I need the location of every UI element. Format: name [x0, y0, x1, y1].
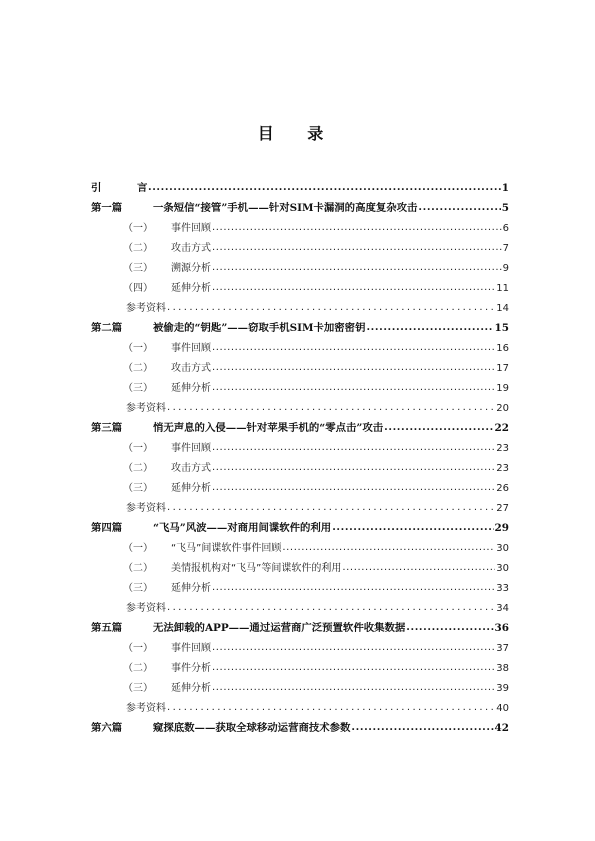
toc-entry-label: 引 言: [91, 182, 164, 194]
toc-entry-number: （一）: [123, 343, 153, 354]
toc-entry-number: （三）: [123, 683, 153, 694]
toc-entry-number: （三）: [123, 263, 153, 274]
toc-page-number: 7: [502, 243, 509, 254]
toc-page-number: 15: [494, 322, 509, 334]
toc-entry-title: 事件回顾: [171, 443, 211, 454]
toc-page-number: 33: [496, 583, 509, 594]
dot-leader: [342, 562, 495, 573]
toc-entry-section[interactable]: [91, 558, 509, 574]
toc-page-number: 23: [496, 463, 509, 474]
toc-page-number: 9: [502, 263, 509, 274]
toc-page-number: 17: [496, 363, 509, 374]
toc-page-number: 30: [496, 543, 509, 554]
toc-entry-section[interactable]: [91, 538, 509, 554]
toc-entry-references[interactable]: [91, 398, 509, 414]
toc-page-number: 39: [496, 683, 509, 694]
toc-entry-title: 悄无声息的入侵——针对苹果手机的“零点击”攻击: [153, 422, 384, 434]
toc-entry-number: （三）: [123, 383, 153, 394]
toc-entry-title: 事件回顾: [171, 223, 211, 234]
toc-entry-title: “飞马”间谍软件事件回顾: [171, 543, 282, 554]
toc-page-number: 38: [496, 663, 509, 674]
dot-leader: [332, 521, 493, 533]
toc-entry-title: 无法卸载的APP——通过运营商广泛预置软件收集数据: [153, 622, 406, 634]
toc-entry-number: （四）: [123, 283, 153, 294]
toc-entry-number: （一）: [123, 223, 153, 234]
dot-leader: [418, 201, 500, 213]
dot-leader: [366, 321, 493, 333]
toc-entry-label: 第四篇: [91, 522, 123, 534]
toc-entry-section[interactable]: [91, 658, 509, 674]
toc-entry-label: 第六篇: [91, 722, 123, 734]
toc-entry-number: （二）: [123, 463, 153, 474]
toc-entry-number: （二）: [123, 563, 153, 574]
toc-page-number: 29: [494, 522, 509, 534]
toc-page-number: 1: [501, 182, 509, 194]
toc-entry-references[interactable]: [91, 298, 509, 314]
toc-entry-references[interactable]: [91, 498, 509, 514]
toc-entry-references[interactable]: [91, 698, 509, 714]
toc-entry-chapter[interactable]: [91, 418, 509, 434]
toc-entry-chapter[interactable]: [91, 318, 509, 334]
toc-page-number: 14: [496, 303, 509, 314]
dot-leader: [167, 702, 495, 713]
toc-entry-title: 一条短信“接管”手机——针对SIM卡漏洞的高度复杂攻击: [153, 202, 418, 214]
toc-entry-section[interactable]: [91, 378, 509, 394]
toc-entry-title: 攻击方式: [171, 463, 211, 474]
toc-entry-number: （三）: [123, 583, 153, 594]
toc-entry-section[interactable]: [91, 438, 509, 454]
toc-page-number: 5: [501, 202, 509, 214]
dot-leader: [212, 382, 495, 393]
toc-entry-section[interactable]: [91, 458, 509, 474]
dot-leader: [212, 442, 495, 453]
dot-leader: [212, 282, 495, 293]
toc-entry-section[interactable]: [91, 638, 509, 654]
toc-page-number: 36: [494, 622, 509, 634]
dot-leader: [212, 642, 495, 653]
dot-leader: [212, 242, 502, 253]
toc-entry-title: 被偷走的“钥匙”——窃取手机SIM卡加密密钥: [153, 322, 366, 334]
toc-heading: 目 录: [257, 124, 338, 143]
toc-entry-label: 第三篇: [91, 422, 123, 434]
toc-entry-title: 事件回顾: [171, 343, 211, 354]
toc-entry-label: 第五篇: [91, 622, 123, 634]
dot-leader: [212, 482, 495, 493]
dot-leader: [167, 302, 495, 313]
toc-entry-title: 延伸分析: [171, 483, 211, 494]
dot-leader: [167, 602, 495, 613]
toc-page-number: 22: [494, 422, 509, 434]
toc-entry-chapter[interactable]: [91, 518, 509, 534]
toc-page-number: 23: [496, 443, 509, 454]
toc-entry-section[interactable]: [91, 278, 509, 294]
toc-page-number: 42: [494, 722, 509, 734]
toc-entry-title: 事件回顾: [171, 643, 211, 654]
dot-leader: [212, 362, 495, 373]
dot-leader: [212, 222, 502, 233]
toc-page-number: 16: [496, 343, 509, 354]
toc-entry-title: 美情报机构对“飞马”等间谍软件的利用: [171, 563, 342, 574]
toc-page-number: 37: [496, 643, 509, 654]
toc-entry-label: 第二篇: [91, 322, 123, 334]
toc-entry-title: 攻击方式: [171, 243, 211, 254]
toc-entry-number: （一）: [123, 543, 153, 554]
toc-entry-number: （一）: [123, 443, 153, 454]
toc-entry-references[interactable]: [91, 598, 509, 614]
toc-entry-title: 溯源分析: [171, 263, 211, 274]
toc-entry-chapter[interactable]: [91, 718, 509, 734]
toc-entry-chapter[interactable]: [91, 618, 509, 634]
toc-entry-title: “飞马”风波——对商用间谍软件的利用: [153, 522, 332, 534]
toc-entry-title: 攻击方式: [171, 363, 211, 374]
toc-entry-section[interactable]: [91, 338, 509, 354]
dot-leader: [167, 402, 495, 413]
dot-leader: [406, 621, 493, 633]
toc-entry-intro[interactable]: [91, 178, 509, 194]
toc-entry-section[interactable]: [91, 238, 509, 254]
toc-entry-title: 参考资料: [126, 603, 166, 614]
toc-entry-section[interactable]: [91, 578, 509, 594]
dot-leader: [148, 181, 501, 193]
toc-entry-title: 参考资料: [126, 403, 166, 414]
toc-page-number: 34: [496, 603, 509, 614]
dot-leader: [167, 502, 495, 513]
dot-leader: [212, 682, 495, 693]
toc-page-number: 6: [502, 223, 509, 234]
dot-leader: [212, 462, 495, 473]
toc-page-number: 27: [496, 503, 509, 514]
dot-leader: [212, 662, 495, 673]
dot-leader: [212, 262, 502, 273]
toc-page-number: 30: [496, 563, 509, 574]
toc-page-number: 40: [496, 703, 509, 714]
toc-entry-chapter[interactable]: [91, 198, 509, 214]
toc-entry-title: 参考资料: [126, 303, 166, 314]
toc-entry-title: 延伸分析: [171, 383, 211, 394]
toc-entry-title: 参考资料: [126, 703, 166, 714]
toc-entry-section[interactable]: [91, 478, 509, 494]
dot-leader: [282, 542, 495, 553]
toc-page-number: 19: [496, 383, 509, 394]
toc-entry-section[interactable]: [91, 218, 509, 234]
dot-leader: [351, 721, 493, 733]
toc-entry-label: 第一篇: [91, 202, 123, 214]
toc-entry-number: （二）: [123, 663, 153, 674]
toc-entry-title: 窥探底数——获取全球移动运营商技术参数: [153, 722, 351, 734]
toc-entry-number: （二）: [123, 363, 153, 374]
toc-entry-section[interactable]: [91, 678, 509, 694]
dot-leader: [212, 582, 495, 593]
toc-entry-section[interactable]: [91, 258, 509, 274]
toc-entry-section[interactable]: [91, 358, 509, 374]
toc-entry-title: 延伸分析: [171, 583, 211, 594]
dot-leader: [212, 342, 495, 353]
toc-page-number: 20: [496, 403, 509, 414]
toc-entry-number: （一）: [123, 643, 153, 654]
toc-entry-number: （三）: [123, 483, 153, 494]
dot-leader: [384, 421, 493, 433]
toc-page-number: 11: [496, 283, 509, 294]
toc-entry-title: 延伸分析: [171, 683, 211, 694]
toc-page-number: 26: [496, 483, 509, 494]
toc-entry-title: 事件分析: [171, 663, 211, 674]
toc-entry-title: 参考资料: [126, 503, 166, 514]
toc-entry-title: 延伸分析: [171, 283, 211, 294]
toc-entry-number: （二）: [123, 243, 153, 254]
